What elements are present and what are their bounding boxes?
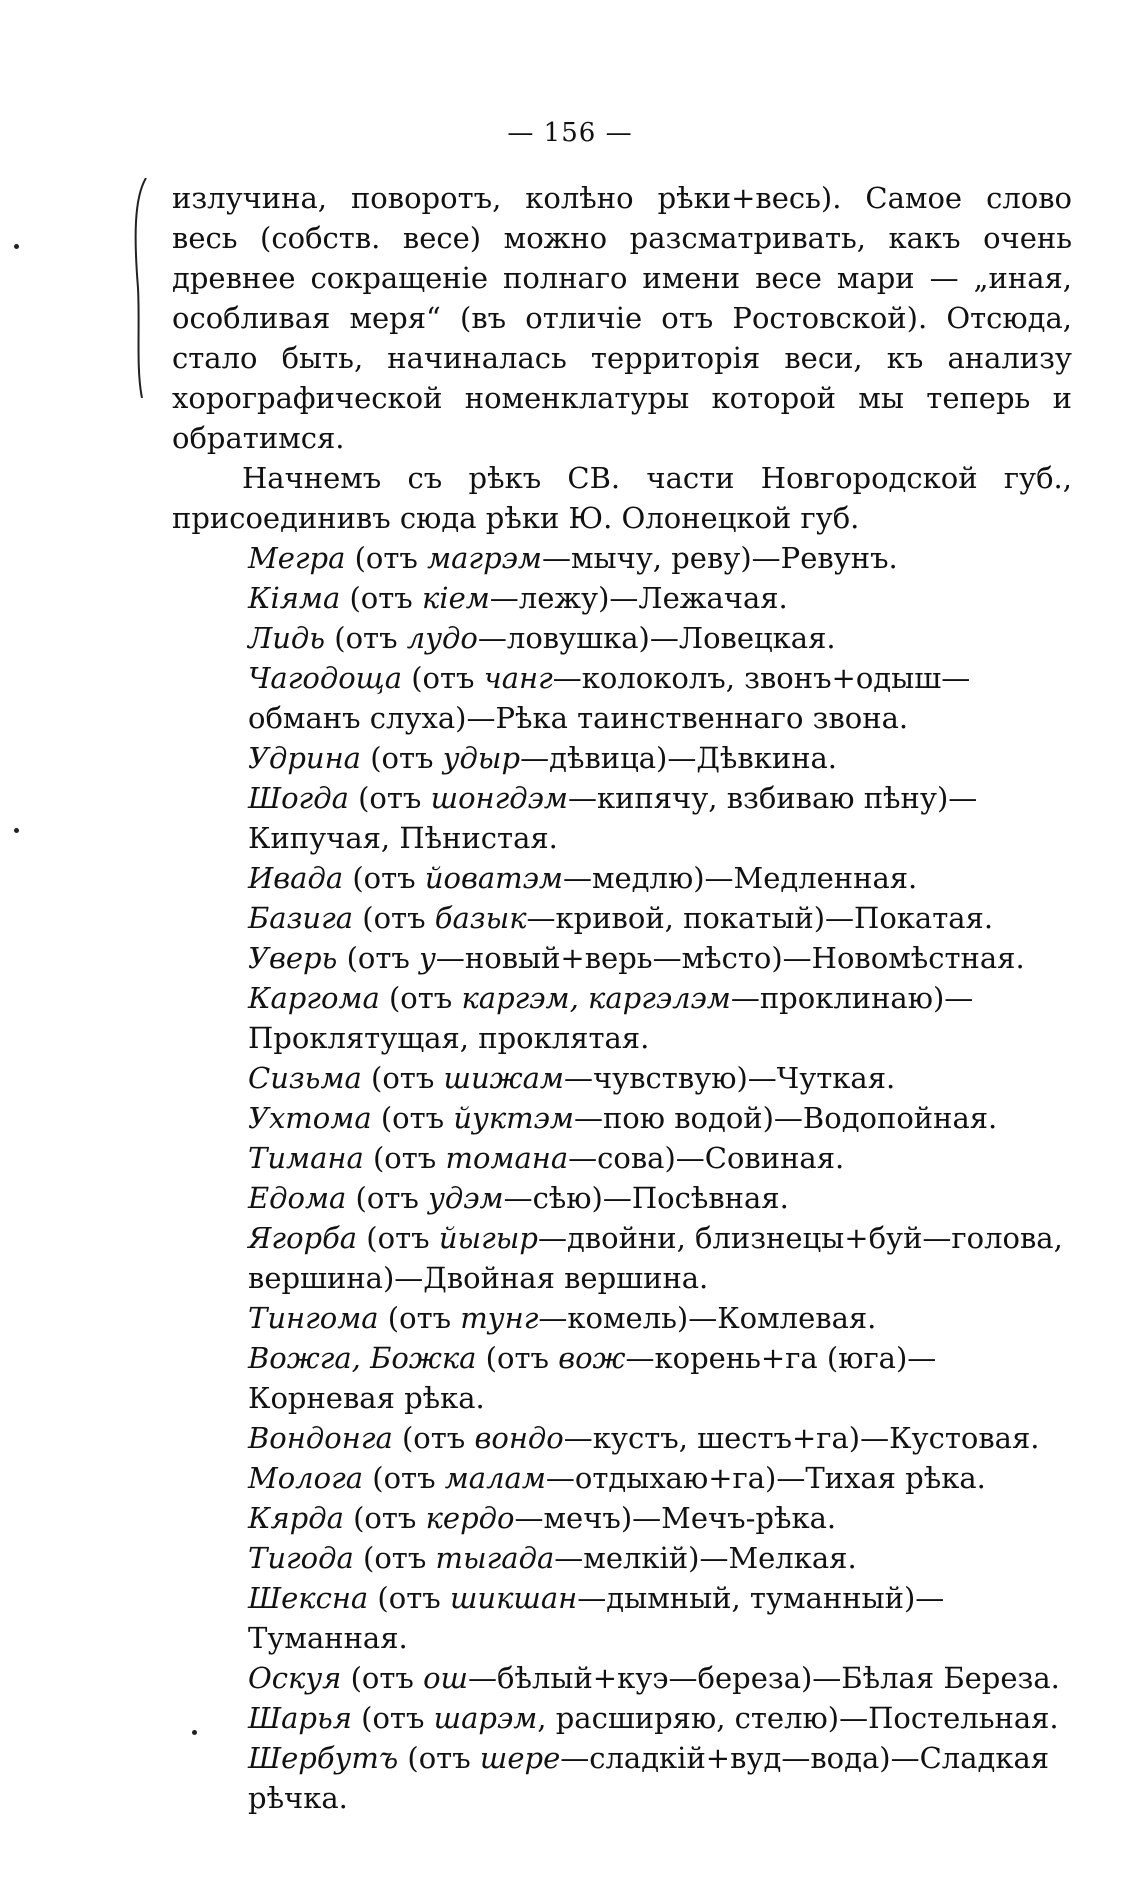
entry-meaning: —мелкій)—Мелкая.	[554, 1541, 857, 1575]
entry-meaning: —проклинаю)—Проклятущая, проклятая.	[248, 981, 974, 1055]
entry-connector: (отъ	[392, 1421, 475, 1455]
entry-connector: (отъ	[368, 1581, 450, 1615]
etymology-word: шонгдэм	[430, 781, 568, 815]
river-name: Шарья	[248, 1701, 352, 1735]
river-entry	[172, 898, 1072, 938]
river-name: Тингома	[248, 1301, 379, 1335]
river-name: Каргома	[248, 981, 380, 1015]
etymology-word: базык	[434, 901, 527, 935]
margin-dot	[14, 244, 19, 249]
etymology-word: кердо	[425, 1501, 515, 1535]
entry-meaning: —медлю)—Медленная.	[562, 861, 918, 895]
entry-connector: (отъ	[351, 1701, 434, 1735]
entry-meaning: —новый+верь—мѣсто)—Новомѣстная.	[435, 941, 1025, 975]
entry-connector: (отъ	[371, 1101, 454, 1135]
margin-bracket-mark	[130, 178, 150, 398]
etymology-word: шижам	[443, 1061, 564, 1095]
river-entry	[172, 1418, 1072, 1458]
entry-connector: (отъ	[363, 1461, 445, 1495]
river-name: Удрина	[248, 741, 361, 775]
river-name: Оскуя	[248, 1661, 342, 1695]
river-name: Шексна	[248, 1581, 369, 1615]
entry-meaning: —корень+га (юга)—Корневая рѣка.	[248, 1341, 937, 1415]
entry-meaning: , расширяю, стелю)—Постельная.	[537, 1701, 1059, 1735]
river-name: Мегра	[248, 541, 346, 575]
etymology-word: лудо	[406, 621, 478, 655]
river-name: Базига	[248, 901, 354, 935]
etymology-word: вож	[558, 1341, 626, 1375]
entry-connector: (отъ	[378, 1301, 461, 1335]
entry-meaning: —мечъ)—Мечъ-рѣка.	[514, 1501, 837, 1535]
entry-meaning: —ловушка)—Ловецкая.	[477, 621, 836, 655]
entry-connector: (отъ	[343, 1501, 426, 1535]
river-entry	[172, 658, 1072, 738]
entry-connector: (отъ	[353, 1541, 436, 1575]
entry-meaning: —лежу)—Лежачая.	[489, 581, 788, 615]
river-entry	[172, 1218, 1072, 1298]
entry-connector: (отъ	[337, 941, 420, 975]
river-name: Кярда	[248, 1501, 344, 1535]
etymology-word: удыр	[442, 741, 521, 775]
river-name: Шогда	[248, 781, 349, 815]
river-name: Сизьма	[248, 1061, 362, 1095]
entry-meaning: —пою водой)—Водопойная.	[573, 1101, 998, 1135]
river-entry	[172, 1098, 1072, 1138]
entry-meaning: —отдыхаю+га)—Тихая рѣка.	[545, 1461, 986, 1495]
entry-meaning: —сова)—Совиная.	[568, 1141, 845, 1175]
entry-connector: (отъ	[357, 1221, 439, 1255]
river-name: Кіяма	[248, 581, 341, 615]
entry-connector: (отъ	[348, 781, 431, 815]
entry-meaning: —чувствую)—Чуткая.	[563, 1061, 896, 1095]
etymology-word: йыгыр	[438, 1221, 538, 1255]
etymology-word: тунг	[460, 1301, 539, 1335]
river-entry	[172, 1138, 1072, 1178]
entry-meaning: —кустъ, шестъ+га)—Кустовая.	[563, 1421, 1040, 1455]
etymology-word: томана	[445, 1141, 569, 1175]
river-name: Чагодоща	[248, 661, 402, 695]
entry-connector: (отъ	[346, 1181, 429, 1215]
entry-connector: (отъ	[363, 1141, 446, 1175]
intro-paragraph: Начнемъ съ рѣкъ СВ. части Новгородской губ., присоединивъ сюда рѣки Ю. Олонецкой губ.	[172, 461, 1072, 535]
etymology-word: каргэм, каргэлэм	[461, 981, 731, 1015]
entry-meaning: —колоколъ, звонъ+одыш—обманъ слуха)—Рѣка таинственнаго звона.	[248, 661, 971, 735]
entry-connector: (отъ	[401, 661, 484, 695]
entry-meaning: —комель)—Комлевая.	[538, 1301, 877, 1335]
body-text	[172, 178, 1072, 1818]
river-entry	[172, 1538, 1072, 1578]
etymology-word: кіем	[421, 581, 490, 615]
river-entry-list	[172, 538, 1072, 1818]
etymology-word: йуктэм	[453, 1101, 574, 1135]
entry-connector: (отъ	[353, 901, 435, 935]
river-name: Ивада	[248, 861, 344, 895]
etymology-word: чанг	[483, 661, 553, 695]
river-entry	[172, 578, 1072, 618]
river-name: Вожга, Божка	[248, 1341, 477, 1375]
river-entry	[172, 1498, 1072, 1538]
etymology-word: у	[419, 941, 436, 975]
etymology-word: шере	[479, 1741, 561, 1775]
river-name: Уверь	[248, 941, 338, 975]
etymology-word: вондо	[474, 1421, 564, 1455]
river-entry	[172, 1458, 1072, 1498]
river-name: Едома	[248, 1181, 347, 1215]
entry-connector: (отъ	[361, 1061, 444, 1095]
river-entry	[172, 1578, 1072, 1658]
river-name: Шербутъ	[248, 1741, 399, 1775]
river-name: Молога	[248, 1461, 364, 1495]
river-entry	[172, 1698, 1072, 1738]
page-number: — 156 —	[507, 118, 633, 148]
etymology-word: тыгада	[435, 1541, 555, 1575]
river-name: Вондонга	[248, 1421, 393, 1455]
entry-connector: (отъ	[398, 1741, 480, 1775]
river-entry	[172, 978, 1072, 1058]
entry-meaning: —кривой, покатый)—Покатая.	[526, 901, 994, 935]
etymology-word: удэм	[428, 1181, 504, 1215]
river-entry	[172, 938, 1072, 978]
river-name: Тимана	[248, 1141, 364, 1175]
etymology-word: малам	[444, 1461, 546, 1495]
entry-connector: (отъ	[343, 861, 425, 895]
river-name: Ягорба	[248, 1221, 358, 1255]
etymology-word: йоватэм	[424, 861, 563, 895]
river-name: Тигода	[248, 1541, 354, 1575]
river-entry	[172, 1178, 1072, 1218]
entry-connector: (отъ	[476, 1341, 559, 1375]
etymology-word: шарэм	[433, 1701, 538, 1735]
river-entry	[172, 858, 1072, 898]
river-entry	[172, 618, 1072, 658]
entry-meaning: —сладкій+вуд—вода)—Сладкая рѣчка.	[248, 1741, 1050, 1815]
river-entry	[172, 738, 1072, 778]
river-name: Лидь	[248, 621, 326, 655]
river-entry	[172, 1298, 1072, 1338]
entry-meaning: —дымный, туманный)—Туманная.	[248, 1581, 945, 1655]
entry-meaning: —бѣлый+куэ—береза)—Бѣлая Береза.	[468, 1661, 1060, 1695]
river-entry	[172, 778, 1072, 858]
entry-connector: (отъ	[379, 981, 462, 1015]
river-entry	[172, 1738, 1072, 1818]
river-entry	[172, 1658, 1072, 1698]
entry-meaning: —сѣю)—Посѣвная.	[503, 1181, 789, 1215]
entry-meaning: —двойни, близнецы+буй—голова, вершина)—Двойная вершина.	[248, 1221, 1063, 1295]
entry-connector: (отъ	[341, 1661, 424, 1695]
entry-meaning: —мычу, реву)—Ревунъ.	[541, 541, 898, 575]
river-entry	[172, 1058, 1072, 1098]
river-entry	[172, 538, 1072, 578]
entry-connector: (отъ	[345, 541, 428, 575]
river-name: Ухтома	[248, 1101, 372, 1135]
entry-connector: (отъ	[340, 581, 422, 615]
entry-meaning: —кипячу, взбиваю пѣну)—Кипучая, Пѣнистая.	[248, 781, 978, 855]
etymology-word: шикшан	[449, 1581, 578, 1615]
intro-paragraph: излучина, поворотъ, колѣно рѣки+весь). Самое слово весь (собств. весе) можно разсматривать, какъ очень древнее сокращеніе полнаго имени весе мари — „иная, особливая меря“ (въ отличіе отъ Ростовской). Отсюда, стало быть, начиналась территорія веси, къ анализу хорографической номенклатуры которой мы теперь и обратимся.	[172, 181, 1072, 455]
etymology-word: магрэм	[427, 541, 542, 575]
river-entry	[172, 1338, 1072, 1418]
entry-connector: (отъ	[360, 741, 443, 775]
entry-connector: (отъ	[325, 621, 407, 655]
entry-meaning: —дѣвица)—Дѣвкина.	[520, 741, 838, 775]
etymology-word: ош	[423, 1661, 469, 1695]
margin-dot	[14, 828, 19, 833]
